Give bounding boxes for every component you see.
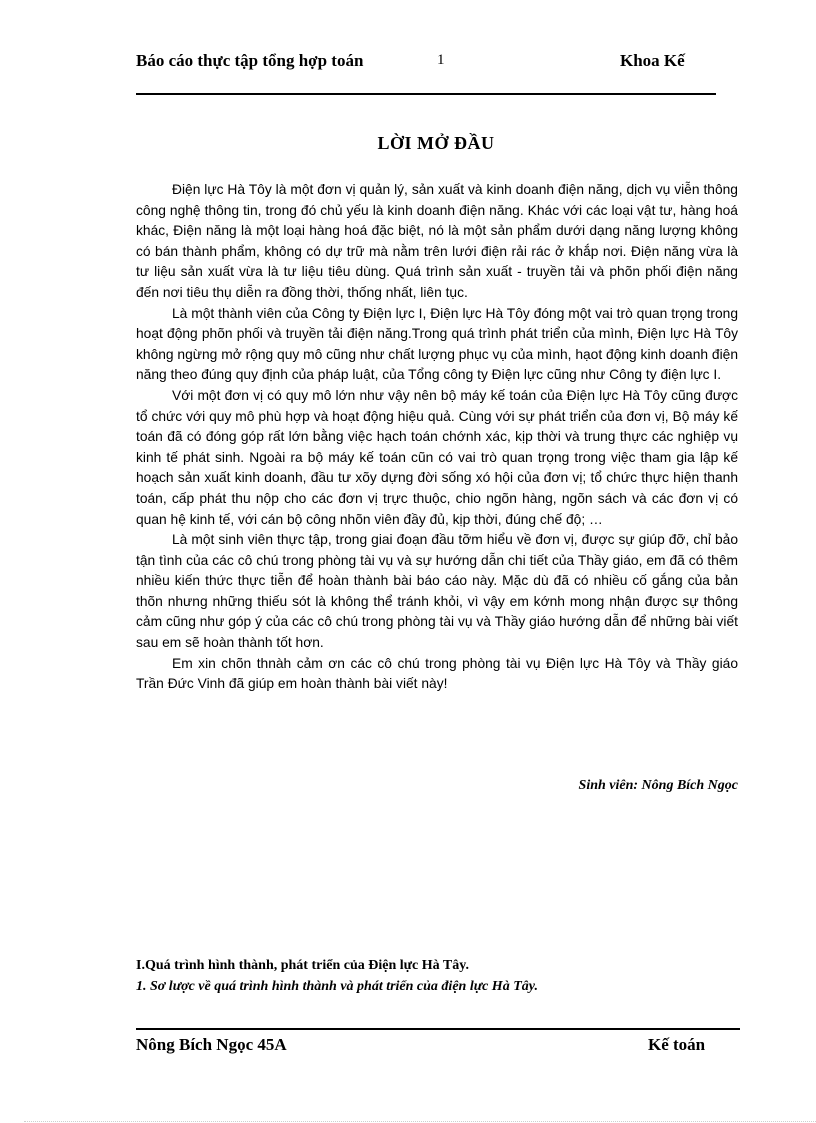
header-report-title: Báo cáo thực tập tổng hợp toán	[136, 51, 364, 70]
footer-rule	[136, 1028, 740, 1030]
header-department: Khoa Kế	[620, 51, 685, 70]
footer-department: Kế toán	[648, 1035, 706, 1054]
page-title: LỜI MỞ ĐẦU	[377, 133, 495, 153]
section-subheading: 1. Sơ lược về quá trình hình thành và phát triển của điện lực Hà Tây.	[136, 979, 538, 994]
body-text	[136, 180, 738, 695]
section-heading: I.Quá trình hình thành, phát triển của Điện lực Hà Tây.	[136, 958, 469, 973]
header-rule	[136, 93, 716, 95]
paragraph-1: Điện lực Hà Tôy là một đơn vị quản lý, sản xuất và kinh doanh điện năng, dịch vụ viễn thông công nghệ thông tin, trong đó chủ yếu là kinh doanh điện năng. Khác với các loại vật tư, hàng hoá khác, Điện năng là một loại hàng hoá đặc biệt, nó là một sản phẩm dưới dạng năng lượng không có bán thành phẩm, không có dự trữ mà nằm trên lưới điện rải rác ở khắp nơi. Điện năng vừa là tư liệu sản xuất vừa là tư liệu tiêu dùng. Quá trình sản xuất - truyền tải và phõn phối điện năng đến nơi tiêu thụ diễn ra đồng thời, thống nhất, liên tục.	[136, 182, 738, 300]
paragraph-2: Là một thành viên của Công ty Điện lực I, Điện lực Hà Tôy đóng một vai trò quan trọng trong hoạt động phõn phối và truyền tải điện năng.Trong quá trình phát triển của mình, Điện lực Hà Tôy không ngừng mở rộng quy mô cũng như chất lượng phục vụ của mình, hạot động kinh doanh điện năng theo đúng quy định của pháp luật, của Tổng công ty Điện lực cũng như Công ty điện lực I.	[136, 305, 738, 383]
paragraph-4: Là một sinh viên thực tập, trong giai đoạn đầu tỡm hiểu về đơn vị, được sự giúp đỡ, chỉ bảo tận tình của các cô chú trong phòng tài vụ và sự hướng dẫn chi tiết của Thầy giáo, em đã có thêm nhiều kiến thức thực tiễn để hoàn thành bài báo cáo này. Mặc dù đã có nhiều cố gắng của bản thõn nhưng những thiếu sót là không thể tránh khỏi, vì vậy em kớnh mong nhận được sự thông cảm cũng như góp ý của các cô chú trong phòng tài vụ và Thầy giáo hướng dẫn để những bài viết sau em sẽ hoàn thành tốt hơn.	[136, 532, 738, 651]
page-edge-divider	[24, 1121, 816, 1122]
footer-author: Nông Bích Ngọc 45A	[136, 1035, 287, 1054]
paragraph-3: Với một đơn vị có quy mô lớn như vậy nên bộ máy kế toán của Điện lực Hà Tôy cũng được tổ chức với quy mô phù hợp và hoạt động hiệu quả. Cùng với sự phát triển của đơn vị, Bộ máy kế toán đã có đóng góp rất lớn bằng việc hạch toán chớnh xác, kịp thời và trung thực các nghiệp vụ kinh tế phát sinh. Ngoài ra bộ máy kế toán cũn có vai trò quan trọng trong việc tham gia lập kế hoạch sản xuất kinh doanh, đầu tư xõy dựng đời sống xó hội của đơn vị; tổ chức thực hiện thanh toán, cấp phát thu nộp cho các đơn vị trực thuộc, chio ngõn hàng, ngõn sách và các đơn vị có quan hệ kinh tế, với cán bộ công nhõn viên đầy đủ, kịp thời, đúng chế độ; …	[136, 387, 738, 527]
signature: Sinh viên: Nông Bích Ngọc	[578, 778, 738, 793]
page-number: 1	[437, 52, 445, 68]
paragraph-5: Em xin chõn thnàh cảm ơn các cô chú trong phòng tài vụ Điện lực Hà Tôy và Thầy giáo Trần Đức Vinh đã giúp em hoàn thành bài viết này!	[136, 655, 738, 692]
